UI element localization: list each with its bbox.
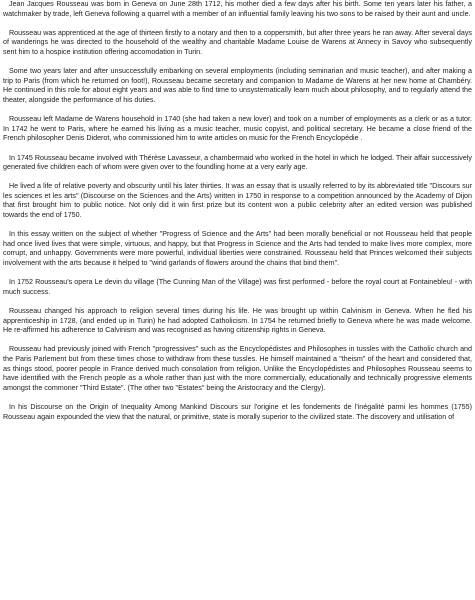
paragraph-essay-content: In this essay written on the subject of whether "Progress of Science and the Arts" had been morally beneficial or not Rousseau held that people had once lived lives that were simple, virtuous, and happy, but that Progress in Science and the Arts had tended to make lives more complex, more corrupt, and unhappy. Governments were more powerful, individual liberties were constrained. Rousseau held that Princes welcomed their subjects involvement with the arts because it helped to "wind garlands of flowers around the chains that bind them". xyxy=(3,230,474,268)
paragraph-discourse-arts: He lived a life of relative poverty and obscurity until his later thirties. It was an essay that is usually referred to by its abbreviated title "Discours sur les sciences et les arts" (Discourse on the Sciences and the Arts) written in 1750 in response to a competition announced by the Academy of Dijon that first brought him to public notice. Not only did it win first prize but its content won a public celebrity after an edited version was published towards the end of 1750. xyxy=(3,182,474,220)
paragraph-opera: In 1752 Rousseau's opera Le devin du village (The Cunning Man of the Village) was first performed - before the royal court at Fontainebleu! - with much success. xyxy=(3,278,474,296)
paragraph-progressives: Rousseau had previously joined with French "progressives" such as the Encyclopédistes and Philosophes in tussles with the Catholic church and the Paris Parlement but from these times chose to withdraw from these tussles. He himself maintained a "theism" of the heart and considered that, as things stood, poorer people in France derived much consolation from religion. Unlike the Encyclopédistes and Philosophes Rousseau seems to have identified with the French people as a whole rather than just with the more commercially, educationally and technically progressive elements amongst the commoner "Third Estate". (The other two "Estates" being the Aristocracy and the Clergy). xyxy=(3,345,474,392)
paragraph-lavasseur: In 1745 Rousseau became involved with Thérèse Lavasseur, a chambermaid who worked in the hotel in which he lodged. Their affair successively generated five children each of whom were given over to the foundling home at a very early age. xyxy=(3,153,474,172)
paragraph-apprenticeship: Rousseau was apprenticed at the age of thirteen firstly to a notary and then to a coppersmith, but after three years he ran away. After several days of wanderings he was directed to the household of the wealthy and charitable Madame Louise de Warens at Annecy in Savoy who subsequently sent him to a hospice institution offering accomodation in Turin. xyxy=(3,28,474,56)
paragraph-paris: Rousseau left Madame de Warens household in 1740 (she had taken a new lover) and took on a number of employments as a clerk or as a tutor. In 1742 he went to Paris, where he earned his living as a music teacher, music copyist, and political secretary. He became a close friend of the French philosopher Denis Diderot, who commissioned him to write articles on music for the French Encyclopédie . xyxy=(3,115,474,143)
paragraph-chambery: Some two years later and after unsuccessfully embarking on several employments (including seminarian and music teacher), and after making a trip to Paris (from which he returned on foot!), Rousseau became secretary and companion to Madame de Warens at her new home at Chambéry. He continued in this role for about eight years and was able to find time to unsystematically learn much about philosophy, and to regularly attend the theater, alongside the performance of his duties. xyxy=(3,67,474,104)
paragraph-inequality: In his Discourse on the Origin of Inequality Among Mankind Discours sur l'origine et les fondements de l'inégalité parmi les hommes (1755) Rousseau again expounded the view that the natural, or primitive, state is morally superior to the civilized state. The discovery and utilisation of xyxy=(3,402,474,421)
document-body xyxy=(3,0,472,432)
paragraph-religion: Rousseau changed his approach to religion several times during his life. He was brought up within Calvinism in Geneva. When he fled his apprenticeship in 1728, (and ended up in Turin) he had adopted Catholicism. In 1754 he returned briefly to Geneva where he was made welcome. He re-affirmed his adherence to Calvinism and was recognised as having citizenship rights in Geneva. xyxy=(3,307,474,335)
paragraph-birth: Jean Jacques Rousseau was born in Geneva on June 28th 1712, his mother died a few days after his birth. Some ten years later his father, a watchmaker by trade, left Geneva following a quarrel with a member of an influential family leaving his two sons to be raised by their aunt and uncle. xyxy=(3,0,474,18)
